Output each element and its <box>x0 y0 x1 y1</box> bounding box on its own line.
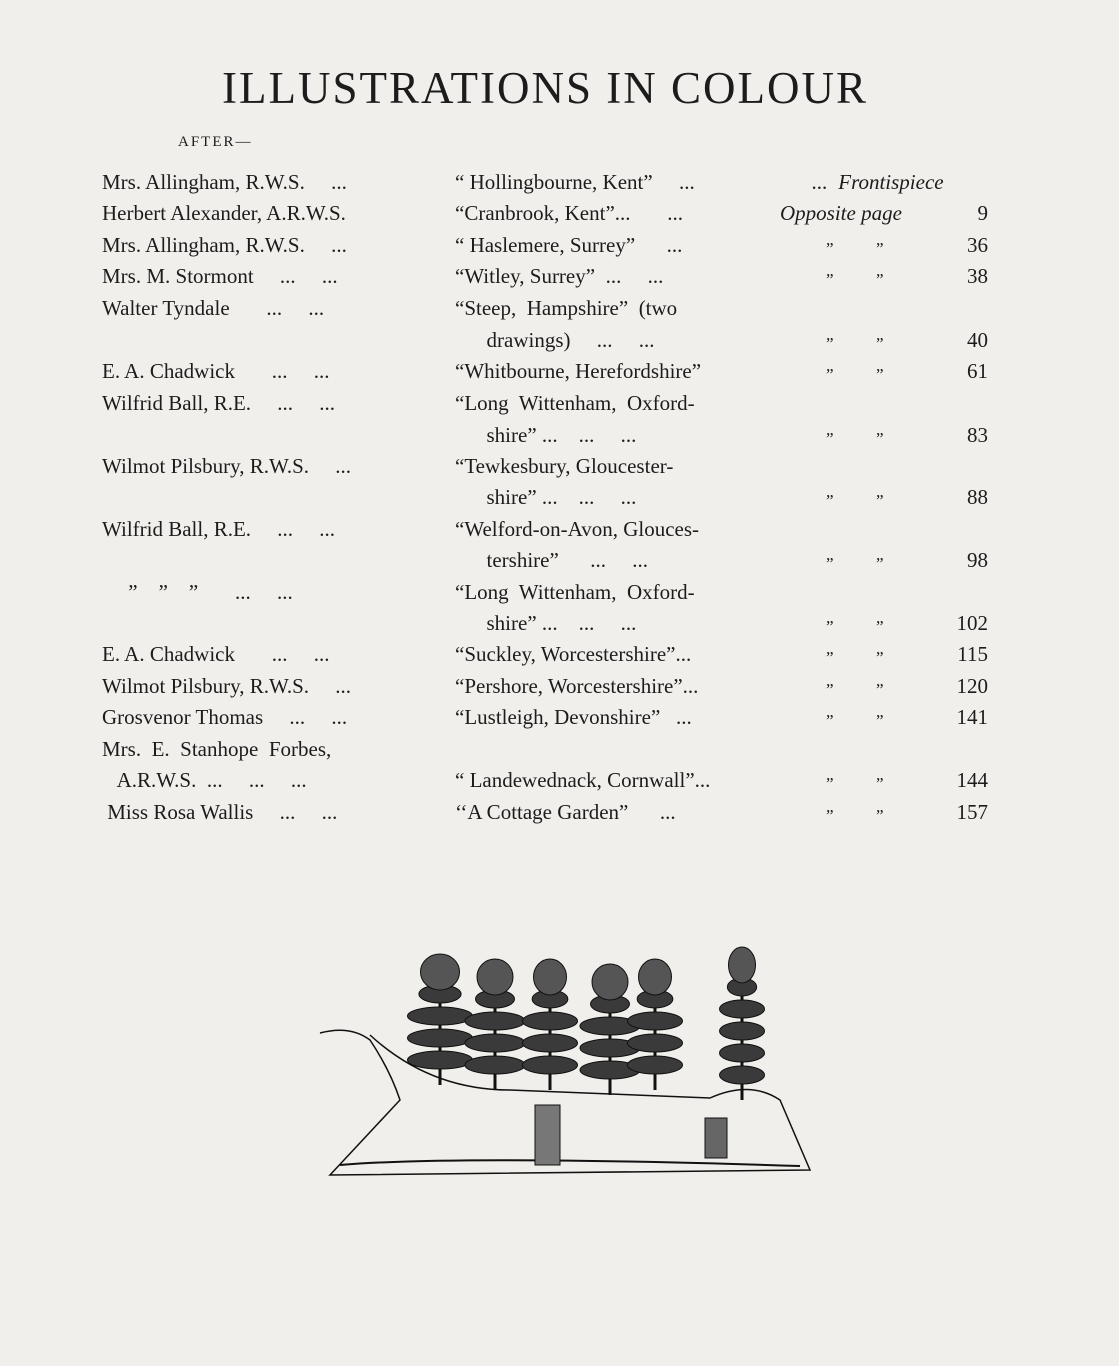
artist-name: Walter Tyndale ... ... <box>102 296 325 320</box>
artist-name: Wilfrid Ball, R.E. ... ... <box>102 391 336 415</box>
artist-name: Mrs. Allingham, R.W.S. ... <box>102 170 347 194</box>
illustration-title: shire” ... ... ... <box>455 485 637 509</box>
page-reference: ” ” <box>826 491 884 510</box>
list-line <box>0 359 1119 389</box>
list-line <box>0 233 1119 263</box>
page-number: 102 <box>956 611 988 635</box>
page-number: 144 <box>956 768 988 792</box>
artist-name: Mrs. Allingham, R.W.S. ... <box>102 233 347 257</box>
list-line <box>0 548 1119 578</box>
list-line <box>0 800 1119 830</box>
illustration-title: “Long Wittenham, Oxford- <box>455 391 695 415</box>
artist-name: Wilmot Pilsbury, R.W.S. ... <box>102 454 352 478</box>
artist-name: Miss Rosa Wallis ... ... <box>102 800 338 824</box>
after-label: AFTER— <box>178 134 253 150</box>
artist-name: E. A. Chadwick ... ... <box>102 359 330 383</box>
page-number: 98 <box>967 548 988 572</box>
illustration-title: “Witley, Surrey” ... ... <box>455 264 664 288</box>
page-number: 88 <box>967 485 988 509</box>
artist-name: Mrs. M. Stormont ... ... <box>102 264 338 288</box>
list-line <box>0 328 1119 358</box>
page-reference: ” ” <box>826 617 884 636</box>
illustration-title: “Cranbrook, Kent”... ... <box>455 201 684 225</box>
list-line <box>0 737 1119 767</box>
list-line <box>0 391 1119 421</box>
artist-name: Wilmot Pilsbury, R.W.S. ... <box>102 674 352 698</box>
artist-name: Wilfrid Ball, R.E. ... ... <box>102 517 336 541</box>
page-reference: ” ” <box>826 334 884 353</box>
illustration-title: “Pershore, Worcestershire”... <box>455 674 699 698</box>
illustration-title: drawings) ... ... <box>455 328 655 352</box>
artist-name: Grosvenor Thomas ... ... <box>102 705 348 729</box>
list-line <box>0 705 1119 735</box>
list-line <box>0 580 1119 610</box>
page-reference: ” ” <box>826 239 884 258</box>
page-reference: ” ” <box>826 365 884 384</box>
list-line <box>0 611 1119 641</box>
page-number: 141 <box>956 705 988 729</box>
page-number: 61 <box>967 359 988 383</box>
list-line <box>0 768 1119 798</box>
illustration-title: shire” ... ... ... <box>455 423 637 447</box>
list-line <box>0 170 1119 200</box>
illustration-title: “ Haslemere, Surrey” ... <box>455 233 683 257</box>
page-reference: ” ” <box>826 429 884 448</box>
artist-name: Mrs. E. Stanhope Forbes, <box>102 737 332 761</box>
illustration-title: “Long Wittenham, Oxford- <box>455 580 695 604</box>
page-number: 38 <box>967 264 988 288</box>
list-line <box>0 201 1119 231</box>
illustration-title: “Steep, Hampshire” (two <box>455 296 678 320</box>
page-reference: ” ” <box>826 774 884 793</box>
page-title: ILLUSTRATIONS IN COLOUR <box>222 63 868 113</box>
illustration-title: “ Hollingbourne, Kent” ... <box>455 170 695 194</box>
page-number: 40 <box>967 328 988 352</box>
list-line <box>0 423 1119 453</box>
artist-name: ” ” ” ... ... <box>102 580 293 604</box>
artist-name: Herbert Alexander, A.R.W.S. <box>102 201 346 225</box>
illustration-title: ‘‘A Cottage Garden” ... <box>455 800 676 824</box>
illustration-title: “Suckley, Worcestershire”... <box>455 642 692 666</box>
page-reference: Opposite page <box>780 201 902 225</box>
page-reference: ” ” <box>826 270 884 289</box>
list-line <box>0 454 1119 484</box>
illustration-title: “Welford-on-Avon, Glouces- <box>455 517 700 541</box>
illustration-title: “Whitbourne, Herefordshire” <box>455 359 702 383</box>
illustration-title: tershire” ... ... <box>455 548 649 572</box>
topiary-garden-illustration <box>310 930 820 1180</box>
list-line <box>0 296 1119 326</box>
illustration-title: “Lustleigh, Devonshire” ... <box>455 705 692 729</box>
illustration-title: “ Landewednack, Cornwall”... <box>455 768 711 792</box>
list-line <box>0 642 1119 672</box>
page-reference: ... Frontispiece <box>812 170 944 194</box>
illustration-title: “Tewkesbury, Gloucester- <box>455 454 674 478</box>
list-line <box>0 264 1119 294</box>
list-line <box>0 485 1119 515</box>
page-reference: ” ” <box>826 554 884 573</box>
page-number: 9 <box>977 201 988 225</box>
page-number: 83 <box>967 423 988 447</box>
page-reference: ” ” <box>826 648 884 667</box>
page-reference: ” ” <box>826 711 884 730</box>
page-number: 157 <box>956 800 988 824</box>
illustration-title: shire” ... ... ... <box>455 611 637 635</box>
list-line <box>0 517 1119 547</box>
page-number: 120 <box>956 674 988 698</box>
artist-name: E. A. Chadwick ... ... <box>102 642 330 666</box>
page-reference: ” ” <box>826 680 884 699</box>
artist-name: A.R.W.S. ... ... ... <box>102 768 307 792</box>
page-number: 36 <box>967 233 988 257</box>
list-line <box>0 674 1119 704</box>
page-reference: ” ” <box>826 806 884 825</box>
page-number: 115 <box>957 642 988 666</box>
